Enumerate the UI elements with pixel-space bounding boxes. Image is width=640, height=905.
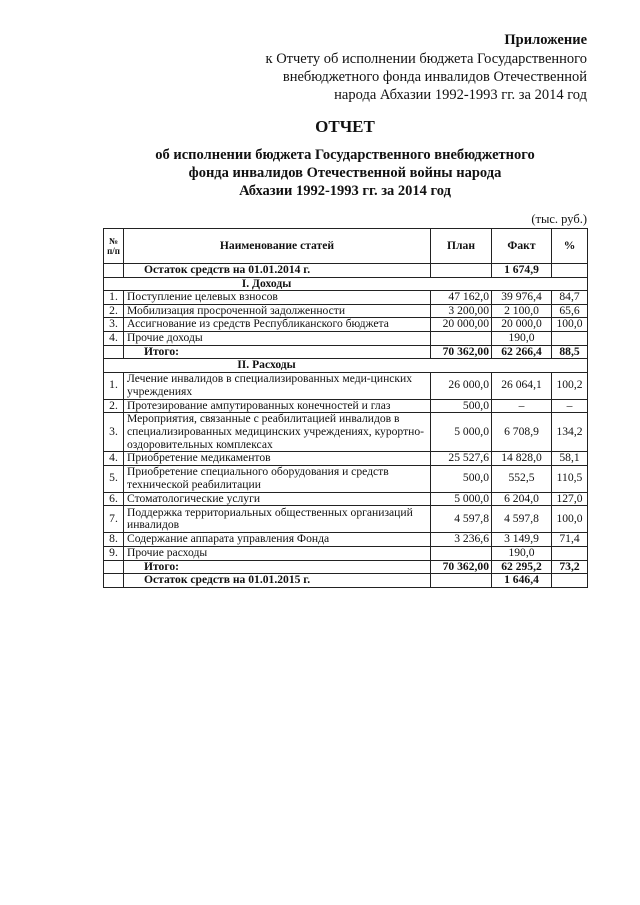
row-fact: 6 708,9 xyxy=(492,413,552,452)
subtitle-line: Абхазии 1992-1993 гг. за 2014 год xyxy=(239,183,451,199)
row-plan: 26 000,0 xyxy=(431,372,492,399)
row-percent: 127,0 xyxy=(552,492,588,506)
row-name: Ассигнование из средств Республиканского бюджета xyxy=(124,318,431,332)
row-plan: 20 000,00 xyxy=(431,318,492,332)
table-row xyxy=(104,465,588,492)
row-name: Содержание аппарата управления Фонда xyxy=(124,533,431,547)
row-plan: 3 200,00 xyxy=(431,304,492,318)
row-name: Мероприятия, связанные с реабилитацией инвалидов в специализированных медицинских учреждениях, курортно-оздоровительных комплексах xyxy=(124,413,431,452)
row-percent: 134,2 xyxy=(552,413,588,452)
row-percent: 71,4 xyxy=(552,533,588,547)
row-fact: 20 000,0 xyxy=(492,318,552,332)
row-plan: 5 000,0 xyxy=(431,492,492,506)
row-percent: 58,1 xyxy=(552,452,588,466)
row-name: Приобретение медикаментов xyxy=(124,452,431,466)
row-percent: 100,2 xyxy=(552,372,588,399)
row-fact: 1 674,9 xyxy=(492,264,552,278)
row-number: 2. xyxy=(104,399,124,413)
row-plan: 5 000,0 xyxy=(431,413,492,452)
row-percent: – xyxy=(552,399,588,413)
table-row xyxy=(104,304,588,318)
row-number xyxy=(104,560,124,574)
row-percent: 84,7 xyxy=(552,291,588,305)
row-number: 7. xyxy=(104,506,124,533)
row-fact: 1 646,4 xyxy=(492,574,552,588)
row-fact: 4 597,8 xyxy=(492,506,552,533)
row-number: 8. xyxy=(104,533,124,547)
row-plan: 70 362,00 xyxy=(431,345,492,359)
table-row xyxy=(104,533,588,547)
row-percent xyxy=(552,546,588,560)
row-number xyxy=(104,574,124,588)
row-percent: 110,5 xyxy=(552,465,588,492)
row-name: Протезирование ампутированных конечностей и глаз xyxy=(124,399,431,413)
table-row xyxy=(104,318,588,332)
row-fact: 62 266,4 xyxy=(492,345,552,359)
table-header xyxy=(104,229,588,264)
report-title: ОТЧЕТ xyxy=(315,117,375,136)
row-percent xyxy=(552,264,588,278)
row-percent xyxy=(552,574,588,588)
row-fact: 26 064,1 xyxy=(492,372,552,399)
row-plan xyxy=(431,546,492,560)
row-number: 6. xyxy=(104,492,124,506)
col-plan: План xyxy=(431,229,492,264)
col-number: № п/п xyxy=(104,229,124,264)
row-percent: 65,6 xyxy=(552,304,588,318)
summary-row xyxy=(104,560,588,574)
section-title: I. Доходы xyxy=(104,277,588,291)
row-plan: 25 527,6 xyxy=(431,452,492,466)
subtitle-line: фонда инвалидов Отечественной войны народа xyxy=(188,165,502,181)
appendix-line: внебюджетного фонда инвалидов Отечественной xyxy=(282,69,587,85)
row-name: Поступление целевых взносов xyxy=(124,291,431,305)
row-number: 4. xyxy=(104,452,124,466)
row-number: 1. xyxy=(104,372,124,399)
row-number: 4. xyxy=(104,331,124,345)
summary-row xyxy=(104,264,588,278)
table-row xyxy=(104,492,588,506)
row-fact: 2 100,0 xyxy=(492,304,552,318)
appendix-line: народа Абхазии 1992-1993 гг. за 2014 год xyxy=(334,87,587,103)
table-row xyxy=(104,399,588,413)
appendix-reference xyxy=(266,50,587,104)
row-percent: 100,0 xyxy=(552,318,588,332)
row-number: 5. xyxy=(104,465,124,492)
row-name: Прочие доходы xyxy=(124,331,431,345)
row-plan: 500,0 xyxy=(431,465,492,492)
row-name: Лечение инвалидов в специализированных меди-цинских учреждениях xyxy=(124,372,431,399)
row-name: Итого: xyxy=(124,560,431,574)
appendix-line: к Отчету об исполнении бюджета Государственного xyxy=(265,51,587,67)
row-plan: 500,0 xyxy=(431,399,492,413)
summary-row xyxy=(104,574,588,588)
col-fact: Факт xyxy=(492,229,552,264)
row-plan xyxy=(431,264,492,278)
row-fact: 3 149,9 xyxy=(492,533,552,547)
row-fact: 62 295,2 xyxy=(492,560,552,574)
table-row xyxy=(104,506,588,533)
row-fact: 14 828,0 xyxy=(492,452,552,466)
row-fact: – xyxy=(492,399,552,413)
row-plan: 70 362,00 xyxy=(431,560,492,574)
col-name: Наименование статей xyxy=(124,229,431,264)
report-subtitle xyxy=(100,146,590,200)
section-title: II. Расходы xyxy=(104,359,588,373)
row-percent: 88,5 xyxy=(552,345,588,359)
row-name: Мобилизация просроченной задолженности xyxy=(124,304,431,318)
row-number: 3. xyxy=(104,413,124,452)
row-name: Остаток средств на 01.01.2015 г. xyxy=(124,574,431,588)
row-fact: 6 204,0 xyxy=(492,492,552,506)
row-name: Приобретение специального оборудования и средств технической реабилитации xyxy=(124,465,431,492)
section-row xyxy=(104,277,588,291)
row-plan: 47 162,0 xyxy=(431,291,492,305)
row-fact: 190,0 xyxy=(492,546,552,560)
row-plan xyxy=(431,331,492,345)
table-row xyxy=(104,546,588,560)
row-plan: 3 236,6 xyxy=(431,533,492,547)
row-fact: 552,5 xyxy=(492,465,552,492)
row-name: Стоматологические услуги xyxy=(124,492,431,506)
row-fact: 39 976,4 xyxy=(492,291,552,305)
row-plan xyxy=(431,574,492,588)
table-row xyxy=(104,331,588,345)
row-number: 1. xyxy=(104,291,124,305)
row-name: Прочие расходы xyxy=(124,546,431,560)
row-number xyxy=(104,264,124,278)
row-fact: 190,0 xyxy=(492,331,552,345)
budget-table xyxy=(103,228,588,588)
row-number xyxy=(104,345,124,359)
units-label: (тыс. руб.) xyxy=(531,212,587,226)
row-name: Остаток средств на 01.01.2014 г. xyxy=(124,264,431,278)
row-name: Итого: xyxy=(124,345,431,359)
table-row xyxy=(104,413,588,452)
col-percent: % xyxy=(552,229,588,264)
row-number: 3. xyxy=(104,318,124,332)
table-row xyxy=(104,291,588,305)
row-percent: 100,0 xyxy=(552,506,588,533)
section-row xyxy=(104,359,588,373)
row-name: Поддержка территориальных общественных организаций инвалидов xyxy=(124,506,431,533)
table-row xyxy=(104,452,588,466)
row-percent xyxy=(552,331,588,345)
row-plan: 4 597,8 xyxy=(431,506,492,533)
table-row xyxy=(104,372,588,399)
appendix-title: Приложение xyxy=(504,32,587,48)
summary-row xyxy=(104,345,588,359)
row-number: 9. xyxy=(104,546,124,560)
row-number: 2. xyxy=(104,304,124,318)
row-percent: 73,2 xyxy=(552,560,588,574)
subtitle-line: об исполнении бюджета Государственного внебюджетного xyxy=(155,147,535,163)
